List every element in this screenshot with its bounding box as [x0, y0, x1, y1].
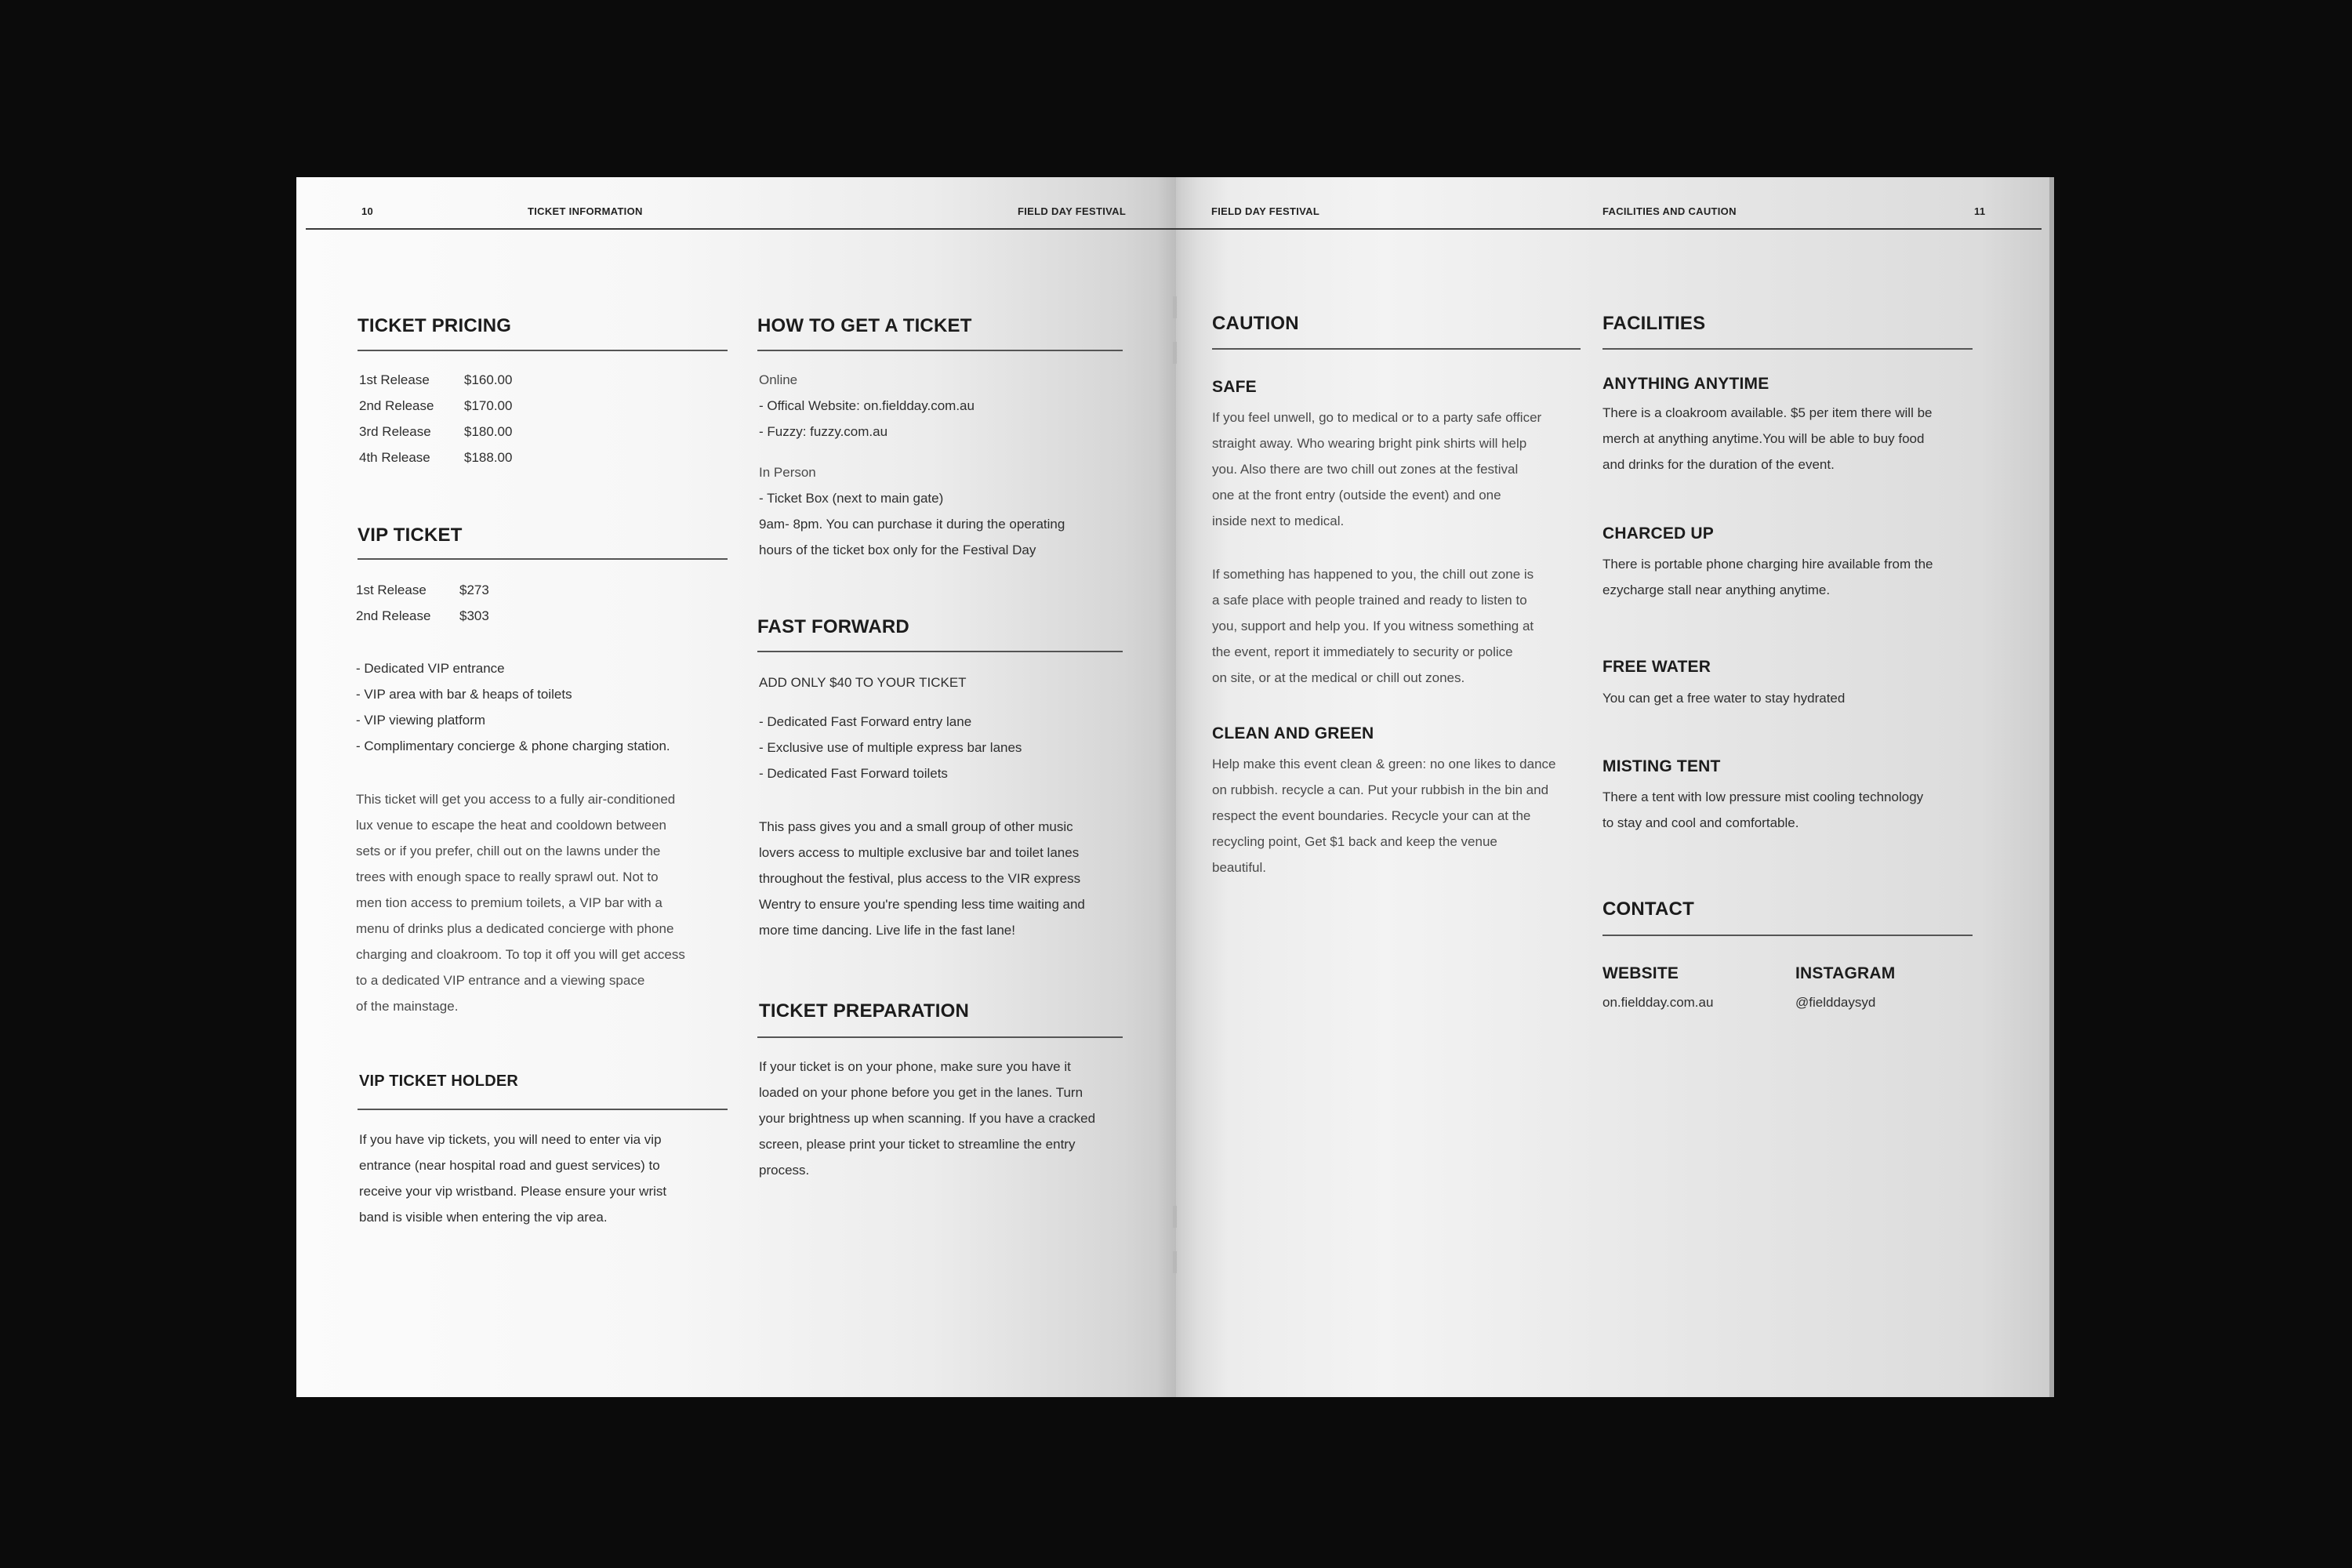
ticket-pricing-heading: TICKET PRICING — [358, 315, 512, 336]
header-rule-right — [1176, 228, 2042, 230]
text-line: loaded on your phone before you get in the lanes. Turn — [759, 1085, 1083, 1100]
website-value-block — [1602, 989, 1713, 1015]
text-line: This pass gives you and a small group of other music — [759, 819, 1073, 834]
text-line: more time dancing. Live life in the fast lane! — [759, 923, 1015, 938]
price-row — [359, 419, 512, 445]
clean-green-text — [1212, 751, 1556, 880]
ticket-preparation-rule — [757, 1036, 1123, 1038]
staple-top-1 — [1173, 296, 1177, 318]
text-line: ezycharge stall near anything anytime. — [1602, 583, 1831, 597]
text-line: If your ticket is on your phone, make sure you have it — [759, 1059, 1071, 1074]
text-line: inside next to medical. — [1212, 514, 1345, 528]
how-to-get-rule — [757, 350, 1123, 351]
text-line: straight away. Who wearing bright pink shirts will help — [1212, 436, 1527, 451]
facility-title-anything-anytime: ANYTHING ANYTIME — [1602, 375, 1769, 393]
text-line: and drinks for the duration of the event. — [1602, 457, 1835, 472]
section-header-right: FACILITIES AND CAUTION — [1602, 205, 1737, 217]
contact-heading: CONTACT — [1602, 898, 1694, 920]
price-row — [359, 367, 512, 393]
facility-title-misting-tent: MISTING TENT — [1602, 757, 1721, 775]
text-line: If something has happened to you, the chill out zone is — [1212, 567, 1534, 582]
text-line: you, support and help you. If you witness something at — [1212, 619, 1534, 633]
vip-ticket-holder-heading: VIP TICKET HOLDER — [359, 1073, 519, 1090]
online-item: - Fuzzy: fuzzy.com.au — [759, 424, 888, 439]
text-line: menu of drinks plus a dedicated concierge with phone — [356, 921, 674, 936]
release-price: $180.00 — [464, 424, 513, 439]
text-line: on site, or at the medical or chill out zones. — [1212, 670, 1465, 685]
staple-bottom-1 — [1173, 1206, 1177, 1228]
text-line: throughout the festival, plus access to the VIR express — [759, 871, 1081, 886]
fast-forward-feature: - Dedicated Fast Forward entry lane — [759, 714, 972, 729]
facility-text-misting-tent — [1602, 784, 1923, 836]
vip-ticket-description — [356, 786, 685, 1019]
release-label: 2nd Release — [359, 398, 434, 413]
facilities-rule — [1602, 348, 1973, 350]
left-page — [296, 177, 1176, 1397]
website-label: WEBSITE — [1602, 964, 1679, 982]
text-line: If you have vip tickets, you will need to enter via vip — [359, 1132, 662, 1147]
festival-header-right: FIELD DAY FESTIVAL — [1211, 205, 1320, 217]
text-line: your brightness up when scanning. If you have a cracked — [759, 1111, 1096, 1126]
text-line: merch at anything anytime.You will be able to buy food — [1602, 431, 1925, 446]
text-line: the event, report it immediately to security or police — [1212, 644, 1513, 659]
page-number-left: 10 — [361, 205, 374, 217]
text-line: beautiful. — [1212, 860, 1266, 875]
section-header-left: TICKET INFORMATION — [528, 205, 643, 217]
text-line: charging and cloakroom. To top it off you will get access — [356, 947, 685, 962]
price-row — [359, 393, 512, 419]
vip-feature-item: - VIP area with bar & heaps of toilets — [356, 687, 572, 702]
fast-forward-subtitle: ADD ONLY $40 TO YOUR TICKET — [759, 675, 967, 690]
release-label: 1st Release — [359, 372, 430, 387]
instagram-link[interactable]: @fielddaysyd — [1795, 995, 1876, 1010]
text-line: receive your vip wristband. Please ensure your wrist — [359, 1184, 667, 1199]
ticket-preparation-heading: TICKET PREPARATION — [759, 1000, 970, 1022]
release-label: 3rd Release — [359, 424, 431, 439]
text-line: screen, please print your ticket to streamline the entry — [759, 1137, 1076, 1152]
text-line: you. Also there are two chill out zones at the festival — [1212, 462, 1519, 477]
price-row — [356, 577, 489, 603]
ticket-pricing-list — [359, 367, 512, 470]
release-price: $273 — [459, 583, 489, 597]
how-to-get-heading: HOW TO GET A TICKET — [757, 315, 972, 336]
vip-feature-item: - Dedicated VIP entrance — [356, 661, 505, 676]
text-line: of the mainstage. — [356, 999, 459, 1014]
fast-forward-heading: FAST FORWARD — [757, 616, 909, 637]
safe-heading: SAFE — [1212, 378, 1257, 396]
facilities-heading: FACILITIES — [1602, 313, 1706, 334]
text-line: There a tent with low pressure mist cooling technology — [1602, 789, 1924, 804]
text-line: There is portable phone charging hire available from the — [1602, 557, 1933, 572]
text-line: Help make this event clean & green: no one likes to dance — [1212, 757, 1556, 771]
fast-forward-feature: - Exclusive use of multiple express bar lanes — [759, 740, 1022, 755]
vip-ticket-rule — [358, 558, 728, 560]
vip-ticket-features — [356, 655, 670, 759]
facility-text-anything-anytime — [1602, 400, 1932, 477]
text-line: sets or if you prefer, chill out on the lawns under the — [356, 844, 661, 858]
contact-rule — [1602, 935, 1973, 936]
safe-text-1 — [1212, 405, 1541, 534]
text-line: to a dedicated VIP entrance and a viewing space — [356, 973, 645, 988]
ticket-pricing-rule — [358, 350, 728, 351]
text-line: This ticket will get you access to a fully air-conditioned — [356, 792, 676, 807]
online-label: Online — [759, 372, 798, 387]
vip-ticket-holder-text — [359, 1127, 666, 1230]
in-person-item: hours of the ticket box only for the Festival Day — [759, 543, 1036, 557]
vip-ticket-holder-rule — [358, 1109, 728, 1110]
fast-forward-features — [759, 709, 1022, 786]
text-line: on rubbish. recycle a can. Put your rubbish in the bin and — [1212, 782, 1549, 797]
in-person-label: In Person — [759, 465, 816, 480]
in-person-item: 9am- 8pm. You can purchase it during the operating — [759, 517, 1065, 532]
text-line: entrance (near hospital road and guest services) to — [359, 1158, 660, 1173]
text-line: There is a cloakroom available. $5 per item there will be — [1602, 405, 1933, 420]
facility-title-free-water: FREE WATER — [1602, 658, 1711, 676]
release-label: 2nd Release — [356, 608, 431, 623]
staple-top-2 — [1173, 342, 1177, 364]
release-price: $188.00 — [464, 450, 513, 465]
how-to-get-in-person — [759, 459, 1065, 563]
instagram-label: INSTAGRAM — [1795, 964, 1896, 982]
vip-ticket-heading: VIP TICKET — [358, 524, 463, 546]
text-line: men tion access to premium toilets, a VIP bar with a — [356, 895, 662, 910]
text-line: trees with enough space to really sprawl out. Not to — [356, 869, 659, 884]
ticket-preparation-text — [759, 1054, 1095, 1183]
text-line: lux venue to escape the heat and cooldown between — [356, 818, 667, 833]
safe-text-2 — [1212, 561, 1534, 691]
text-line: to stay and cool and comfortable. — [1602, 815, 1799, 830]
release-price: $303 — [459, 608, 489, 623]
website-link[interactable]: on.fieldday.com.au — [1602, 995, 1714, 1010]
booklet-spread — [296, 177, 2049, 1397]
facility-text-charged-up — [1602, 551, 1933, 603]
release-price: $170.00 — [464, 398, 513, 413]
fast-forward-rule — [757, 651, 1123, 652]
text-line: lovers access to multiple exclusive bar and toilet lanes — [759, 845, 1080, 860]
text-line: band is visible when entering the vip area. — [359, 1210, 608, 1225]
online-item: - Offical Website: on.fieldday.com.au — [759, 398, 975, 413]
release-price: $160.00 — [464, 372, 513, 387]
caution-heading: CAUTION — [1212, 313, 1299, 334]
how-to-get-online — [759, 367, 975, 445]
text-line: Wentry to ensure you're spending less time waiting and — [759, 897, 1085, 912]
text-line: If you feel unwell, go to medical or to a party safe officer — [1212, 410, 1542, 425]
staple-bottom-2 — [1173, 1251, 1177, 1273]
festival-header-left: FIELD DAY FESTIVAL — [1018, 205, 1127, 217]
facility-text-free-water — [1602, 685, 1845, 711]
vip-ticket-prices — [356, 577, 489, 629]
price-row — [359, 445, 512, 470]
page-number-right: 11 — [1974, 205, 1986, 217]
text-line: You can get a free water to stay hydrated — [1602, 691, 1846, 706]
text-line: a safe place with people trained and ready to listen to — [1212, 593, 1527, 608]
text-line: recycling point, Get $1 back and keep the venue — [1212, 834, 1497, 849]
vip-feature-item: - VIP viewing platform — [356, 713, 486, 728]
text-line: one at the front entry (outside the event) and one — [1212, 488, 1501, 503]
facility-title-charged-up: CHARCED UP — [1602, 524, 1715, 543]
instagram-value-block — [1795, 989, 1875, 1015]
vip-feature-item: - Complimentary concierge & phone charging station. — [356, 739, 670, 753]
gutter-shadow — [1157, 177, 1198, 1397]
right-page — [1176, 177, 2049, 1397]
caution-rule — [1212, 348, 1581, 350]
text-line: process. — [759, 1163, 810, 1178]
price-row — [356, 603, 489, 629]
header-rule-left — [306, 228, 1176, 230]
clean-green-heading: CLEAN AND GREEN — [1212, 724, 1374, 742]
release-label: 1st Release — [356, 583, 426, 597]
fast-forward-feature: - Dedicated Fast Forward toilets — [759, 766, 948, 781]
text-line: respect the event boundaries. Recycle your can at the — [1212, 808, 1531, 823]
in-person-item: - Ticket Box (next to main gate) — [759, 491, 944, 506]
release-label: 4th Release — [359, 450, 430, 465]
fast-forward-description — [759, 814, 1085, 943]
